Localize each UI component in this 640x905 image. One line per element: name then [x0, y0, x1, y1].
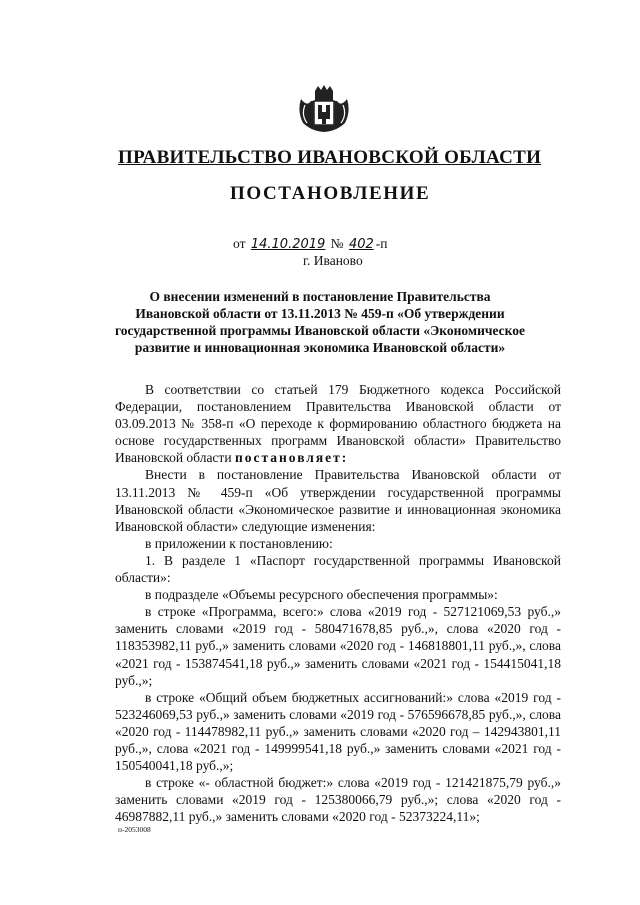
body-paragraph: в подразделе «Объемы ресурсного обеспечения программы»: — [145, 587, 498, 603]
body-paragraph: 1. В разделе 1 «Паспорт государственной программы Ивановской области»: — [115, 552, 561, 586]
footer-code: п-2053008 — [118, 825, 151, 834]
document-body — [115, 381, 561, 825]
subject-line: Ивановской области от 13.11.2013 № 459-п «Об утверждении — [135, 306, 505, 321]
subject-line: государственной программы Ивановской области «Экономическое — [115, 323, 525, 338]
body-paragraph: Внести в постановление Правительства Ивановской области от 13.11.2013 № 459-п «Об утверждении государственной программы Ивановской области «Экономическое развитие и инновационная экономика Ивановской области» следующие изменения: — [115, 467, 561, 534]
body-paragraph: в строке «Общий объем бюджетных ассигнований:» слова «2019 год - 523246069,53 руб.,» заменить словами «2019 год - 576596678,85 руб.,», слова «2020 год - 114478982,11 руб.,» заменить словами «2020 год – 142943801,11 руб.,», слова «2021 год - 149999541,18 руб.,» заменить словами «2021 год - 150540041,18 руб.,»; — [115, 689, 561, 774]
body-paragraph: в строке «Программа, всего:» слова «2019 год - 527121069,53 руб.,» заменить словами «2019 год - 580471678,85 руб.,», слова «2020 год - 118353982,11 руб.,» заменить словами «2020 год - 146818801,11 руб.,», слова «2021 год - 153874541,18 руб.,» заменить словами «2021 год - 154415041,18 руб.,»; — [115, 604, 561, 688]
body-paragraph: в строке «- областной бюджет:» слова «2019 год - 121421875,79 руб.,» заменить словами «2019 год - 125380066,79 руб.,»; слова «2020 год - 46987882,11 руб.,» заменить словами «2020 год - 52373224,11»; — [115, 775, 561, 825]
document-type: ПОСТАНОВЛЕНИЕ — [230, 183, 431, 204]
subject-line: развитие и инновационная экономика Ивановской области» — [134, 340, 506, 355]
document-subject — [110, 288, 530, 356]
paragraph-text: В соответствии со статьей 179 Бюджетного кодекса Российской Федерации, постановлением Правительства Ивановской области от 03.09.2013 № 358-п «О переходе к формированию областного бюджета на основе государственных программ Ивановской области» Правительство Ивановской области — [115, 382, 561, 466]
city: г. Иваново — [303, 253, 363, 268]
government-title: ПРАВИТЕЛЬСТВО ИВАНОВСКОЙ ОБЛАСТИ — [118, 147, 542, 168]
date-number-line — [233, 236, 388, 252]
body-paragraph — [115, 381, 561, 466]
coat-of-arms-emblem — [293, 85, 355, 135]
number-suffix: -п — [375, 236, 388, 251]
document-date: 14.10.2019 — [250, 237, 326, 252]
number-sign: № — [330, 236, 344, 251]
date-prefix: от — [233, 236, 246, 251]
subject-line: О внесении изменений в постановление Правительства — [149, 289, 491, 304]
resolution-verb: постановляет: — [234, 450, 349, 466]
document-number: 402 — [348, 237, 374, 252]
body-paragraph: в приложении к постановлению: — [145, 535, 333, 551]
